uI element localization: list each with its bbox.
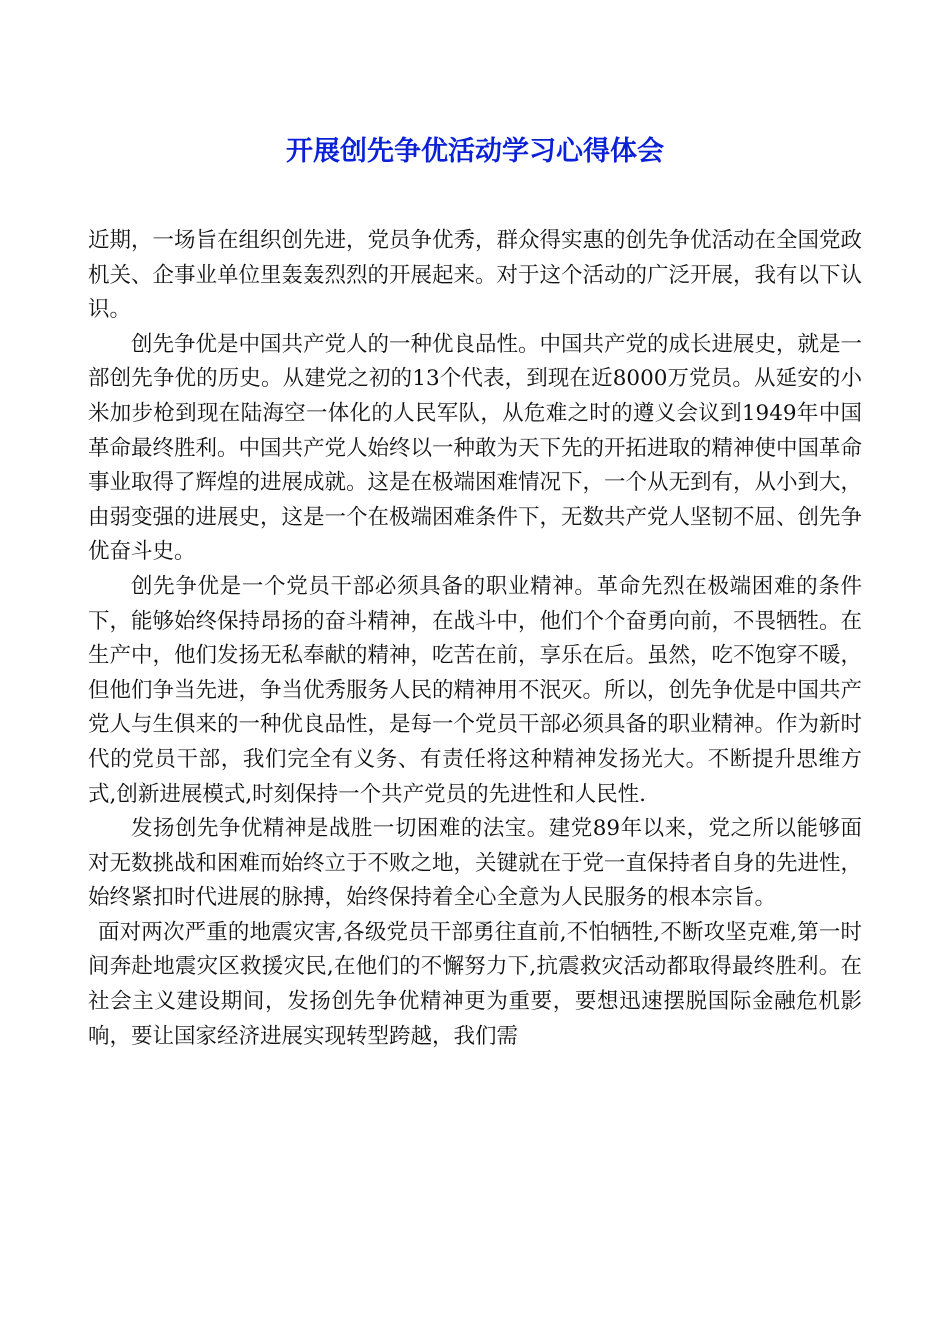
document-title: 开展创先争优活动学习心得体会 bbox=[286, 136, 664, 167]
paragraph-magic-weapon: 发扬创先争优精神是战胜一切困难的法宝。建党89年以来，党之所以能够面对无数挑战和困难而始终立于不败之地，关键就在于党一直保持者自身的先进性，始终紧扣时代进展的脉搏，始终保持着全心全意为人民服务的根本宗旨。 bbox=[88, 816, 863, 911]
paragraph-history: 创先争优是中国共产党人的一种优良品性。中国共产党的成长进展史，就是一部创先争优的历史。从建党之初的13个代表，到现在近8000万党员。从延安的小米加步枪到现在陆海空一体化的人民军队，从危难之时的遵义会议到1949年中国革命最终胜利。中国共产党人始终以一种敢为天下先的开拓进取的精神使中国革命事业取得了辉煌的进展成就。这是在极端困难情况下，一个从无到有，从小到大，由弱变强的进展史，这是一个在极端困难条件下，无数共产党人坚韧不屈、创先争优奋斗史。 bbox=[88, 331, 863, 565]
paragraph-intro: 近期，一场旨在组织创先进，党员争优秀，群众得实惠的创先争优活动在全国党政机关、企事业单位里轰轰烈烈的开展起来。对于这个活动的广泛开展，我有以下认识。 bbox=[88, 228, 863, 323]
paragraph-earthquake: 面对两次严重的地震灾害,各级党员干部勇往直前,不怕牺牲,不断攻坚克难,第一时间奔赴地震灾区救援灾民,在他们的不懈努力下,抗震救灾活动都取得最终胜利。在社会主义建设期间，发扬创先争优精神更为重要，要想迅速摆脱国际金融危机影响，要让国家经济进展实现转型跨越，我们需 bbox=[88, 919, 862, 1049]
paragraph-professional-spirit: 创先争优是一个党员干部必须具备的职业精神。革命先烈在极端困难的条件下，能够始终保持昂扬的奋斗精神，在战斗中，他们个个奋勇向前，不畏牺牲。在生产中，他们发扬无私奉献的精神，吃苦在前，享乐在后。虽然，吃不饱穿不暖，但他们争当先进，争当优秀服务人民的精神用不泯灭。所以，创先争优是中国共产党人与生俱来的一种优良品性，是每一个党员干部必须具备的职业精神。作为新时代的党员干部，我们完全有义务、有责任将这种精神发扬光大。不断提升思维方式,创新进展模式,时刻保持一个共产党员的先进性和人民性. bbox=[88, 573, 863, 807]
document-body bbox=[88, 224, 862, 1054]
